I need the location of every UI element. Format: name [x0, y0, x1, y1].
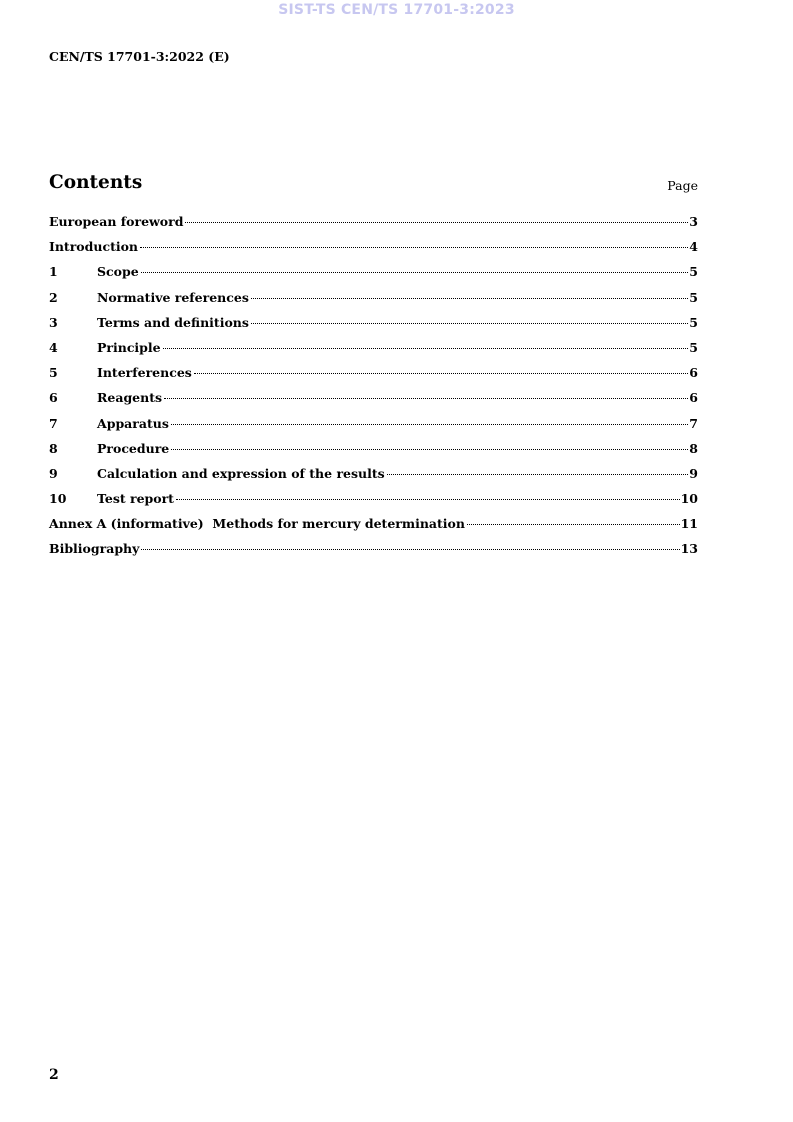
- toc-entry-label: Normative references: [97, 289, 249, 305]
- toc-entry-label: Introduction: [49, 239, 139, 255]
- toc-entry-european-foreword[interactable]: [49, 214, 698, 239]
- toc-entry-label: Test report: [97, 491, 174, 507]
- toc-entry-number: 9: [49, 465, 58, 481]
- page-number: 2: [49, 1067, 59, 1083]
- toc-leader-dots: [163, 348, 689, 349]
- toc-leader-dots: [251, 298, 688, 299]
- toc-entry-terms-and-definitions[interactable]: [49, 315, 698, 340]
- toc-entry-label: Procedure: [97, 440, 170, 456]
- toc-entry-number: 4: [49, 339, 58, 355]
- toc-leader-dots: [467, 524, 680, 525]
- toc-entry-interferences[interactable]: [49, 365, 698, 390]
- toc-leader-dots: [171, 424, 688, 425]
- toc-entry-number: 3: [49, 314, 58, 330]
- toc-entry-page: 6: [689, 390, 698, 406]
- toc-entry-page: 11: [680, 516, 698, 532]
- toc-leader-dots: [194, 373, 688, 374]
- toc-entry-test-report[interactable]: [49, 491, 698, 516]
- toc-entry-page: 5: [689, 339, 698, 355]
- toc-entry-page: 8: [689, 440, 698, 456]
- toc-entry-page: 7: [689, 415, 698, 431]
- toc-leader-dots: [140, 247, 688, 248]
- toc-entry-label: Terms and definitions: [97, 314, 249, 330]
- toc-entry-number: 7: [49, 415, 58, 431]
- toc-entry-label: Principle: [97, 339, 161, 355]
- toc-leader-dots: [387, 474, 689, 475]
- toc-entry-procedure[interactable]: [49, 441, 698, 466]
- toc-entry-page: 5: [689, 289, 698, 305]
- toc-entry-bibliography[interactable]: [49, 541, 698, 566]
- toc-entry-page: 9: [689, 465, 698, 481]
- toc-entry-label: Apparatus: [97, 415, 169, 431]
- toc-entry-page: 10: [680, 491, 698, 507]
- toc-entry-calculation[interactable]: [49, 466, 698, 491]
- toc-entry-reagents[interactable]: [49, 390, 698, 415]
- toc-entry-normative-references[interactable]: [49, 290, 698, 315]
- toc-entry-page: 5: [689, 264, 698, 280]
- toc-leader-dots: [185, 222, 688, 223]
- toc-entry-number: 1: [49, 264, 58, 280]
- toc-entry-page: 6: [689, 365, 698, 381]
- toc-entry-label: Calculation and expression of the results: [97, 465, 385, 481]
- toc-entry-page: 13: [680, 541, 698, 557]
- toc-leader-dots: [141, 272, 689, 273]
- toc-entry-number: 2: [49, 289, 58, 305]
- toc-entry-page: 3: [689, 214, 698, 229]
- watermark: SIST-TS CEN/TS 17701-3:2023: [278, 2, 515, 18]
- toc-entry-label: Scope: [97, 264, 139, 280]
- toc-leader-dots: [141, 549, 679, 550]
- toc-entry-principle[interactable]: [49, 340, 698, 365]
- toc-leader-dots: [176, 499, 680, 500]
- toc-leader-dots: [251, 323, 688, 324]
- toc-entry-number: 8: [49, 440, 58, 456]
- toc-leader-dots: [171, 449, 688, 450]
- toc-entry-label: Bibliography: [49, 541, 140, 557]
- toc-entry-apparatus[interactable]: [49, 416, 698, 441]
- table-of-contents: [49, 214, 698, 567]
- toc-entry-scope[interactable]: [49, 264, 698, 289]
- toc-entry-number: 10: [49, 491, 67, 507]
- toc-page-label: Page: [667, 178, 698, 193]
- toc-entry-label: Interferences: [97, 365, 192, 381]
- toc-entry-label: Reagents: [97, 390, 163, 406]
- toc-entry-number: 6: [49, 390, 58, 406]
- toc-entry-page: 4: [689, 239, 698, 255]
- toc-entry-label: Annex A (informative) Methods for mercury determination: [49, 516, 465, 532]
- toc-entry-label: European foreword: [49, 214, 184, 229]
- toc-entry-annex-a[interactable]: [49, 516, 698, 541]
- toc-entry-introduction[interactable]: [49, 239, 698, 264]
- toc-entry-page: 5: [689, 314, 698, 330]
- toc-entry-number: 5: [49, 365, 58, 381]
- toc-title: Contents: [49, 172, 143, 193]
- toc-leader-dots: [164, 398, 688, 399]
- document-header: CEN/TS 17701-3:2022 (E): [49, 49, 230, 64]
